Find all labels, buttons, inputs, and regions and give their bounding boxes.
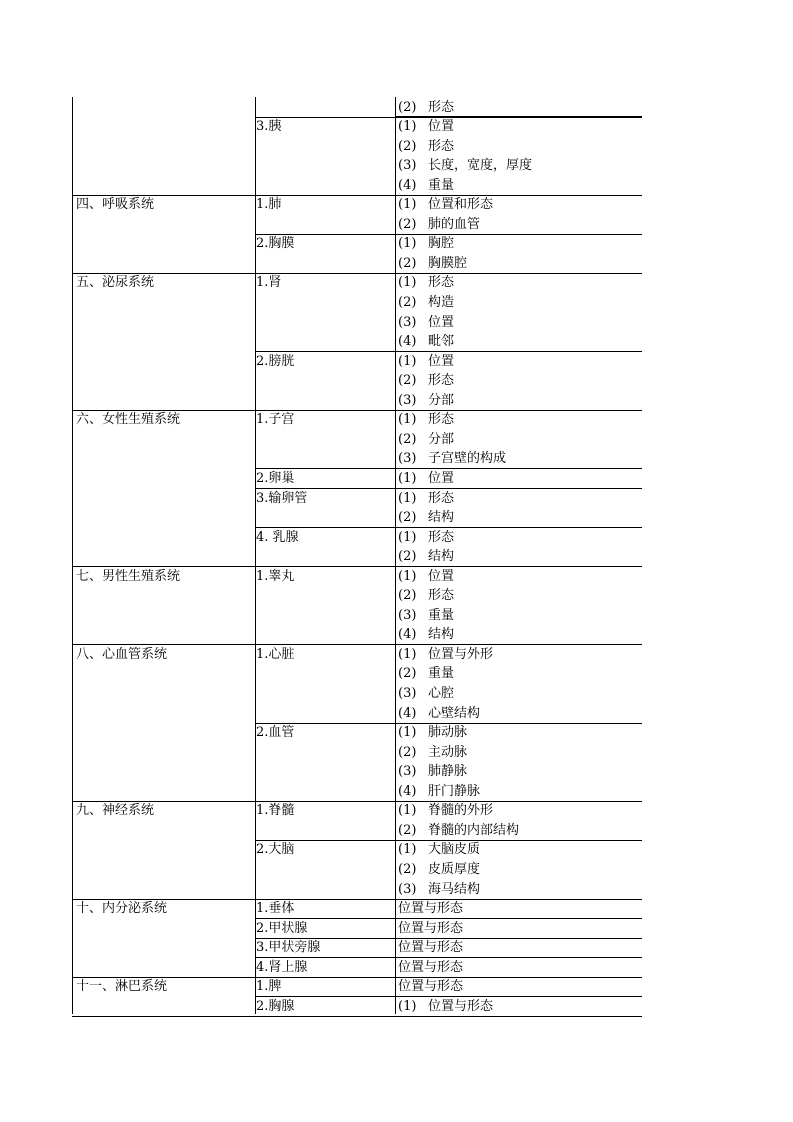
subtopic-item <box>398 586 454 606</box>
subtopic-label: 位置与形态 <box>398 940 464 956</box>
organ-name: 3.胰 <box>256 119 282 135</box>
subtopic-number: (1) <box>398 275 417 291</box>
subtopic-number: (4) <box>398 783 417 799</box>
subtopic-label: 位置 <box>428 353 455 369</box>
subtopic-number: (2) <box>398 549 417 565</box>
subtopic-label: 心腔 <box>428 686 455 701</box>
subtopic-item <box>398 860 480 880</box>
subtopic-number: (1) <box>398 998 417 1014</box>
subtopic-item <box>398 958 463 978</box>
subtopic-item <box>398 313 454 333</box>
subtopic-label: 分部 <box>428 392 455 408</box>
subtopic-number: (3) <box>398 764 417 780</box>
subtopic-number: (3) <box>398 392 417 408</box>
subtopic-label: 毗邻 <box>428 334 455 350</box>
subtopic-number: (1) <box>398 353 417 369</box>
subtopic-number: (4) <box>398 705 417 721</box>
subtopic-label: 位置与外形 <box>428 646 494 662</box>
subtopic-label: 结构 <box>428 549 455 565</box>
system-name: 五、泌尿系统 <box>76 275 155 291</box>
organ-name: 1.脾 <box>256 979 282 995</box>
subtopic-item <box>398 840 480 860</box>
table-rule <box>72 801 642 802</box>
subtopic-item <box>398 254 467 274</box>
subtopic-label: 位置 <box>428 314 455 330</box>
subtopic-number: (1) <box>398 412 417 428</box>
organ-name: 2.卵巢 <box>256 470 295 486</box>
subtopic-item <box>398 489 454 509</box>
subtopic-number: (2) <box>398 861 417 877</box>
subtopic-number: (2) <box>398 744 417 760</box>
subtopic-item <box>398 215 480 235</box>
table-rule <box>72 273 642 274</box>
subtopic-label: 结构 <box>428 510 455 526</box>
subtopic-number: (1) <box>398 725 417 741</box>
subtopic-number: (2) <box>398 510 417 526</box>
subtopic-number: (3) <box>398 158 417 174</box>
subtopic-number: (1) <box>398 490 417 506</box>
subtopic-number: (2) <box>398 99 417 115</box>
organ-name: 2.大脑 <box>256 842 295 858</box>
subtopic-number: (2) <box>398 255 417 271</box>
system-name: 六、女性生殖系统 <box>76 412 181 428</box>
organ-name: 2.血管 <box>256 725 295 741</box>
subtopic-number: (4) <box>398 177 417 193</box>
subtopic-number: (3) <box>398 451 417 467</box>
subtopic-number: (3) <box>398 314 417 330</box>
subtopic-number: (1) <box>398 236 417 252</box>
subtopic-number: (2) <box>398 431 417 447</box>
subtopic-item <box>398 664 454 684</box>
subtopic-item <box>398 684 454 704</box>
subtopic-number: (1) <box>398 529 417 545</box>
subtopic-number: (1) <box>398 803 417 819</box>
subtopic-number: (1) <box>398 646 417 662</box>
table-rule <box>72 1016 642 1017</box>
subtopic-item <box>398 899 463 919</box>
organ-name: 3.甲状旁腺 <box>256 940 321 956</box>
subtopic-label: 主动脉 <box>428 744 468 760</box>
subtopic-item <box>398 625 454 645</box>
subtopic-item <box>398 547 454 567</box>
subtopic-item <box>398 352 454 372</box>
subtopic-item <box>398 782 480 802</box>
subtopic-number: (2) <box>398 138 417 154</box>
organ-name: 1.肺 <box>256 197 282 213</box>
subtopic-number: (2) <box>398 588 417 604</box>
subtopic-label: 形态 <box>428 490 455 506</box>
subtopic-number: (2) <box>398 295 417 310</box>
subtopic-label: 心壁结构 <box>428 705 481 721</box>
subtopic-number: (2) <box>398 666 417 682</box>
subtopic-label: 位置 <box>428 568 455 584</box>
system-name: 八、心血管系统 <box>76 646 168 662</box>
organ-name: 2.甲状腺 <box>256 920 308 936</box>
subtopic-item <box>398 723 467 743</box>
subtopic-item <box>398 528 454 548</box>
subtopic-number: (4) <box>398 627 417 643</box>
subtopic-item <box>398 449 506 469</box>
subtopic-label: 位置与形态 <box>398 901 464 917</box>
subtopic-label: 肺动脉 <box>428 725 468 741</box>
organ-name: 1.肾 <box>256 275 282 291</box>
subtopic-label: 位置和形态 <box>428 197 494 213</box>
subtopic-item <box>398 508 454 528</box>
subtopic-item <box>398 410 454 430</box>
organ-name: 2.胸腺 <box>256 998 295 1014</box>
subtopic-item <box>398 273 454 293</box>
subtopic-number: (2) <box>398 822 417 838</box>
table-column-rule <box>72 97 73 1014</box>
subtopic-item <box>398 293 454 313</box>
subtopic-label: 分部 <box>428 431 455 447</box>
subtopic-label: 脊髓的内部结构 <box>428 822 520 838</box>
organ-name: 4. 乳腺 <box>256 529 299 545</box>
subtopic-label: 皮质厚度 <box>428 861 481 877</box>
subtopic-label: 形态 <box>428 412 455 428</box>
organ-name: 4.肾上腺 <box>256 959 308 975</box>
subtopic-label: 位置与形态 <box>398 920 464 936</box>
subtopic-item <box>398 743 467 763</box>
subtopic-item <box>398 762 467 782</box>
system-name: 四、呼吸系统 <box>76 197 155 213</box>
organ-name: 3.输卵管 <box>256 490 308 506</box>
system-name: 十一、淋巴系统 <box>76 979 168 995</box>
subtopic-number: (1) <box>398 119 417 135</box>
organ-name: 1.子宫 <box>256 412 295 428</box>
subtopic-number: (1) <box>398 470 417 486</box>
subtopic-item <box>398 469 454 489</box>
subtopic-item <box>398 176 454 196</box>
subtopic-item <box>398 606 454 626</box>
subtopic-label: 构造 <box>428 295 455 310</box>
table-rule <box>72 195 642 196</box>
subtopic-label: 形态 <box>428 588 455 604</box>
system-name: 七、男性生殖系统 <box>76 568 181 584</box>
subtopic-number: (3) <box>398 607 417 623</box>
subtopic-item <box>398 391 454 411</box>
subtopic-item <box>398 919 463 939</box>
subtopic-label: 子宫壁的构成 <box>428 451 507 467</box>
subtopic-label: 形态 <box>428 373 455 389</box>
subtopic-item <box>398 938 463 958</box>
subtopic-number: (1) <box>398 842 417 858</box>
subtopic-label: 肺静脉 <box>428 764 468 780</box>
subtopic-item <box>398 371 454 391</box>
subtopic-item <box>398 801 493 821</box>
subtopic-label: 位置 <box>428 470 455 486</box>
subtopic-label: 重量 <box>428 177 455 193</box>
subtopic-item <box>398 430 454 450</box>
subtopic-label: 形态 <box>428 138 455 154</box>
subtopic-item <box>398 137 454 157</box>
subtopic-label: 形态 <box>428 99 455 115</box>
subtopic-item <box>398 977 463 997</box>
subtopic-label: 肝门静脉 <box>428 783 481 799</box>
subtopic-item <box>398 195 493 215</box>
subtopic-label: 胸膜腔 <box>428 255 468 271</box>
subtopic-item <box>398 880 480 900</box>
table-rule <box>395 116 642 117</box>
subtopic-item <box>398 821 519 841</box>
subtopic-item <box>398 98 454 118</box>
organ-name: 1.垂体 <box>256 901 295 917</box>
subtopic-label: 位置与形态 <box>398 979 464 995</box>
organ-name: 2.胸膜 <box>256 236 295 252</box>
subtopic-number: (2) <box>398 373 417 389</box>
subtopic-label: 大脑皮质 <box>428 842 481 858</box>
subtopic-number: (2) <box>398 216 417 232</box>
subtopic-label: 重量 <box>428 666 455 682</box>
subtopic-number: (4) <box>398 334 417 350</box>
subtopic-number: (1) <box>398 568 417 584</box>
subtopic-number: (3) <box>398 686 417 701</box>
subtopic-item <box>398 156 532 176</box>
subtopic-item <box>398 567 454 587</box>
subtopic-item <box>398 997 493 1017</box>
subtopic-label: 长度，宽度，厚度 <box>428 158 533 174</box>
organ-name: 2.膀胱 <box>256 353 295 369</box>
subtopic-item <box>398 332 454 352</box>
subtopic-label: 重量 <box>428 607 455 623</box>
organ-name: 1.心脏 <box>256 646 295 662</box>
subtopic-label: 脊髓的外形 <box>428 803 494 819</box>
system-name: 九、神经系统 <box>76 803 155 819</box>
subtopic-label: 形态 <box>428 529 455 545</box>
subtopic-label: 海马结构 <box>428 881 481 897</box>
subtopic-item <box>398 645 493 665</box>
subtopic-label: 结构 <box>428 627 455 643</box>
subtopic-label: 位置 <box>428 119 455 135</box>
organ-name: 1.脊髓 <box>256 803 295 819</box>
subtopic-number: (1) <box>398 197 417 213</box>
organ-name: 1.睾丸 <box>256 568 295 584</box>
subtopic-item <box>398 234 454 254</box>
subtopic-item <box>398 117 454 137</box>
subtopic-label: 肺的血管 <box>428 216 481 232</box>
subtopic-label: 位置与形态 <box>428 998 494 1014</box>
subtopic-number: (3) <box>398 881 417 897</box>
subtopic-label: 形态 <box>428 275 455 291</box>
subtopic-label: 位置与形态 <box>398 959 464 975</box>
subtopic-label: 胸腔 <box>428 236 455 252</box>
subtopic-item <box>398 704 480 724</box>
system-name: 十、内分泌系统 <box>76 901 168 917</box>
